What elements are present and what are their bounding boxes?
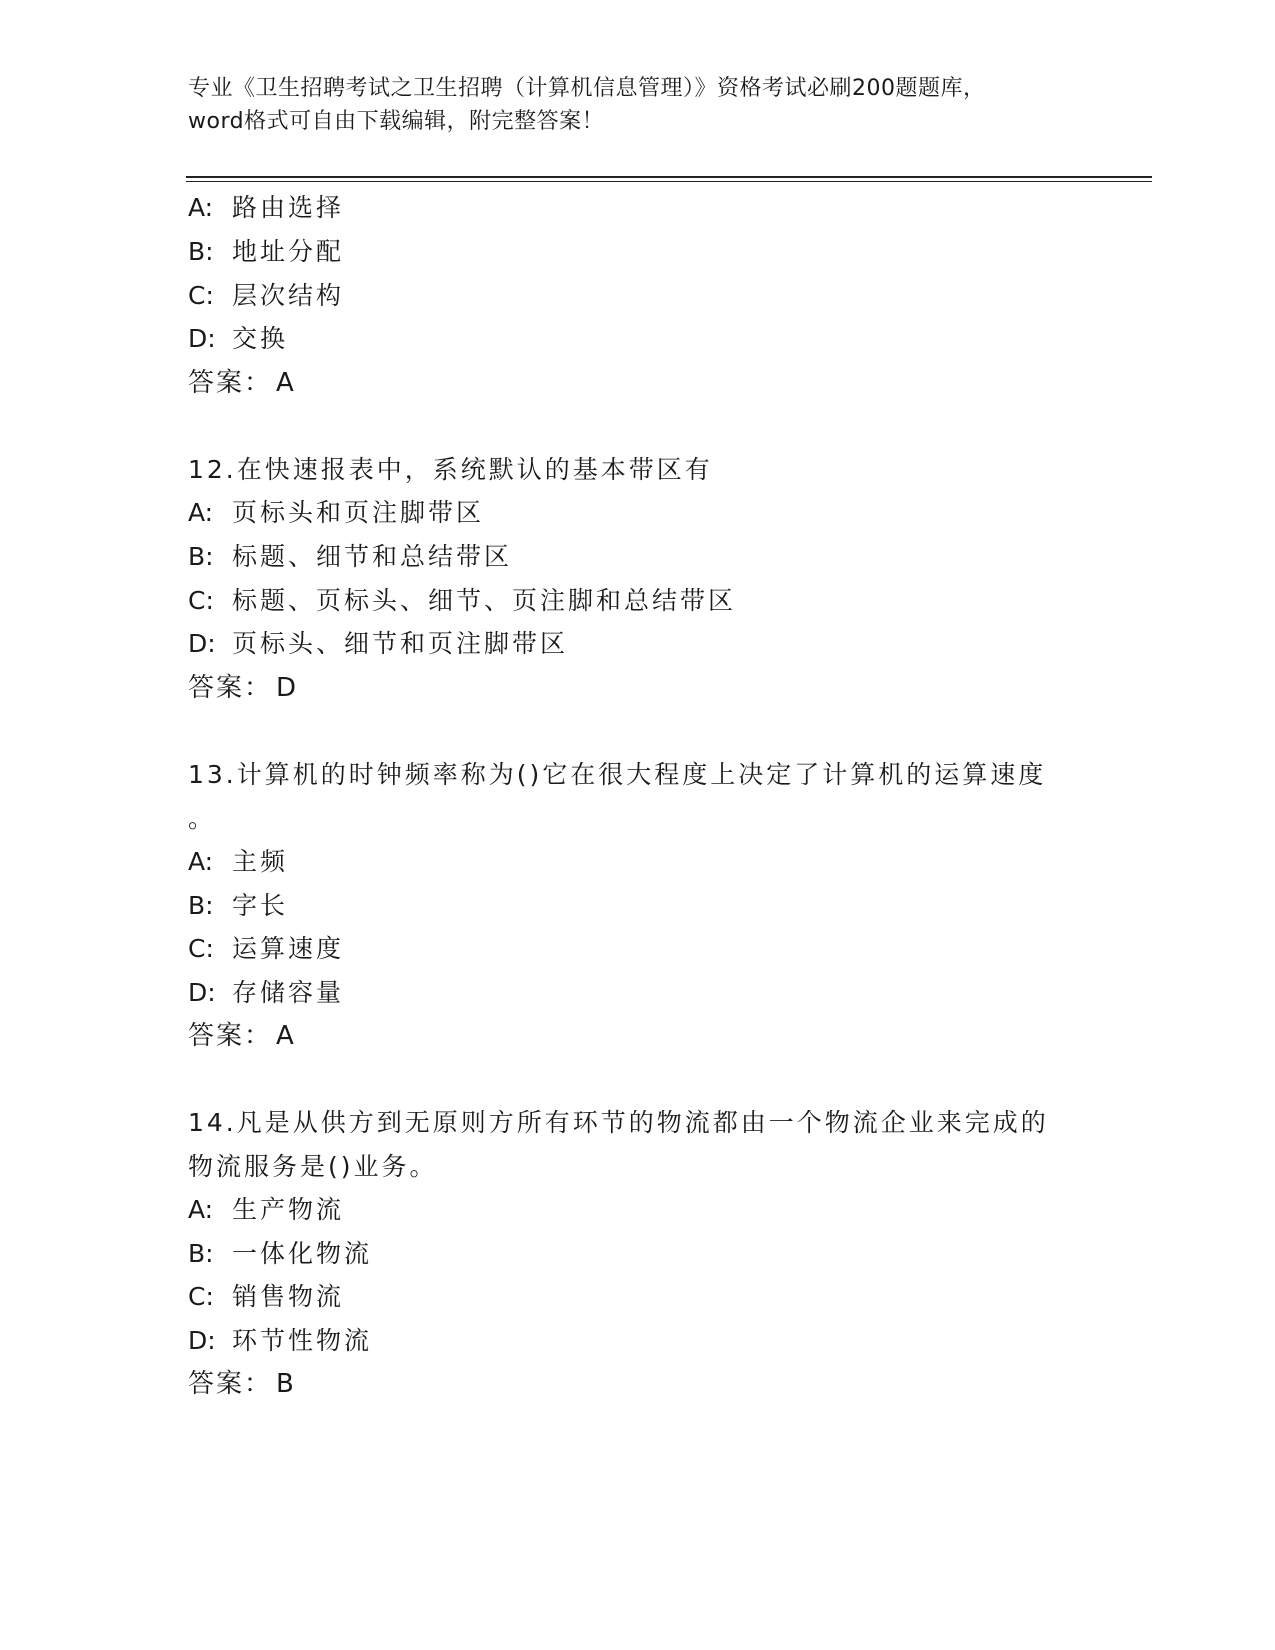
q12-question: 12.在快速报表中，系统默认的基本带区有 <box>188 455 713 484</box>
q12-option-b: B: 标题、细节和总结带区 <box>188 542 513 571</box>
q13-question-line-2: 。 <box>188 804 217 833</box>
q11-option-b: B: 地址分配 <box>188 237 345 266</box>
header-divider-thin <box>186 181 1152 182</box>
q12-option-a: A: 页标头和页注脚带区 <box>188 498 485 527</box>
q11-option-d: D: 交换 <box>188 324 289 353</box>
q14-option-b: B: 一体化物流 <box>188 1239 373 1268</box>
q12-answer: 答案： D <box>188 673 299 703</box>
q14-question-line-1: 14.凡是从供方到无原则方所有环节的物流都由一个物流企业来完成的 <box>188 1108 1049 1137</box>
q14-option-c: C: 销售物流 <box>188 1282 345 1311</box>
q12-option-d: D: 页标头、细节和页注脚带区 <box>188 629 569 658</box>
q13-question-line-1: 13.计算机的时钟频率称为()它在很大程度上决定了计算机的运算速度 <box>188 760 1047 789</box>
document-header <box>188 72 1088 138</box>
q13-option-a: A: 主频 <box>188 847 289 876</box>
q11-answer: 答案： A <box>188 368 296 398</box>
q11-option-a: A: 路由选择 <box>188 193 345 222</box>
q11-option-c: C: 层次结构 <box>188 281 345 310</box>
q13-option-b: B: 字长 <box>188 891 289 920</box>
header-line-2: word格式可自由下载编辑，附完整答案！ <box>188 109 605 134</box>
q14-question-line-2: 物流服务是()业务。 <box>188 1152 438 1181</box>
q14-option-d: D: 环节性物流 <box>188 1326 373 1355</box>
q14-option-a: A: 生产物流 <box>188 1195 345 1224</box>
q13-option-d: D: 存储容量 <box>188 978 345 1007</box>
header-divider-thick <box>186 176 1152 178</box>
header-line-1: 专业《卫生招聘考试之卫生招聘（计算机信息管理）》资格考试必刷200题题库， <box>188 76 986 101</box>
q14-answer: 答案： B <box>188 1369 296 1399</box>
q13-answer: 答案： A <box>188 1021 296 1051</box>
q12-option-c: C: 标题、页标头、细节、页注脚和总结带区 <box>188 586 737 615</box>
q13-option-c: C: 运算速度 <box>188 934 345 963</box>
